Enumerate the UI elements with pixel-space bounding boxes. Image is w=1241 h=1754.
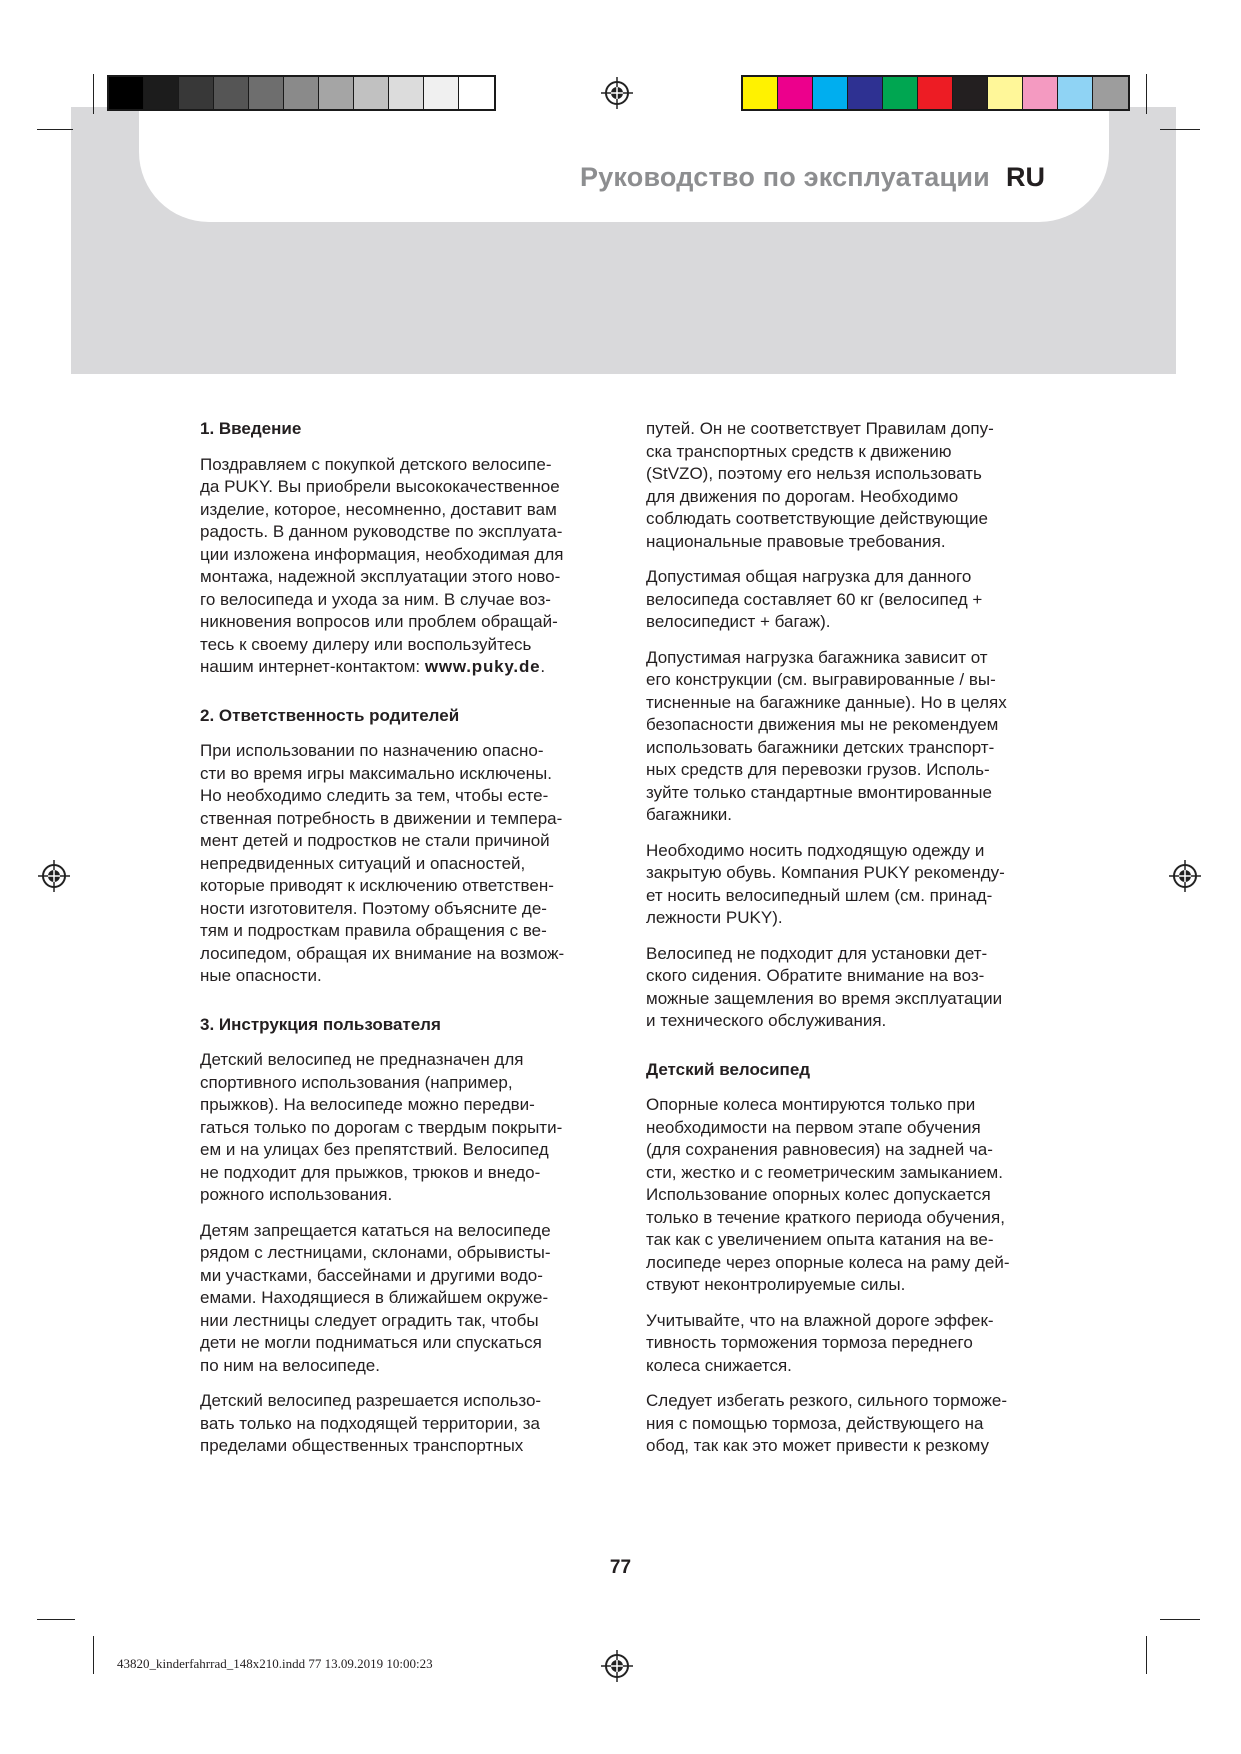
section-heading: Детский велосипед [646, 1059, 811, 1079]
color-swatch [249, 77, 284, 109]
color-swatch [284, 77, 319, 109]
paragraph-text: Поздравляем с покупкой детского велосипе- да PUKY. Вы приобрели высококачественное изделие, которое, несомненно, доставит вам радость. В данном руководстве по эксплуата- ции изложена информация, необходимая для монтажа, надежной эксплуатации этого ново- го велосипеда и ухода за ним. В случае воз- никновения вопросов или проблем обращай- тесь к своему дилеру или воспользуйтесь нашим интернет-контактом: [200, 454, 564, 676]
color-swatch [424, 77, 459, 109]
color-swatch [354, 77, 389, 109]
registration-mark-icon [1169, 860, 1201, 892]
paragraph: Необходимо носить подходящую одежду и закрытую обувь. Компания PUKY рекоменду- ет носить велосипедный шлем (см. принад- лежности PUKY). [646, 840, 1005, 927]
section-heading: 3. Инструкция пользователя [200, 1014, 441, 1034]
color-swatch [988, 77, 1023, 109]
print-slug: 43820_kinderfahrrad_148x210.indd 77 13.09.2019 10:00:23 [117, 1656, 433, 1671]
color-swatch [179, 77, 214, 109]
page-title: Руководство по эксплуатации [580, 162, 990, 192]
crop-mark [1146, 1636, 1147, 1674]
paragraph: Опорные колеса монтируются только при необходимости на первом этапе обучения (для сохранения равновесия) на задней ча- сти, жестко и с геометрическим замыканием. Использование опорных колес допускается только в течение краткого периода обучения, так как с увеличением опыта катания на ве- лосипеде через опорные колеса на раму дей- ствуют неконтролируемые силы. [646, 1095, 1010, 1294]
section-heading: 2. Ответственность родителей [200, 705, 460, 725]
paragraph: Велосипед не подходит для установки дет- ского сидения. Обратите внимание на воз- можные защемления во время эксплуатации и технического обслуживания. [646, 943, 1003, 1030]
color-swatch [389, 77, 424, 109]
color-swatch [144, 77, 179, 109]
color-swatch [918, 77, 953, 109]
paragraph: При использовании по назначению опасно- сти во время игры максимально исключены. Но необходимо следить за тем, чтобы есте- ственная потребность в движении и темпера- мент детей и подростков не стали причиной непредвиденных ситуаций и опасностей, которые приводят к исключению ответствен- ности изготовителя. Поэтому объясните де- тям и подросткам правила обращения с ве- лосипедом, обращая их внимание на возмож- ные опасности. [200, 741, 565, 985]
language-code: RU [1006, 162, 1045, 192]
website-link: www.puky.de [424, 657, 541, 676]
crop-mark [1160, 1619, 1200, 1620]
paragraph: Учитывайте, что на влажной дороге эффек- тивность торможения тормоза переднего колеса снижается. [646, 1310, 994, 1375]
left-column [200, 418, 620, 1471]
paragraph: Допустимая общая нагрузка для данного велосипеда составляет 60 кг (велосипед + велосипедист + багаж). [646, 567, 983, 631]
crop-mark [37, 129, 73, 130]
registration-mark-icon [601, 77, 633, 109]
color-swatch [848, 77, 883, 109]
color-swatch [953, 77, 988, 109]
crop-mark [1146, 74, 1147, 114]
color-swatch [214, 77, 249, 109]
process-color-bar [741, 75, 1130, 111]
grayscale-color-bar [107, 75, 496, 111]
color-swatch [109, 77, 144, 109]
paragraph-text: . [540, 657, 546, 676]
paragraph: Детям запрещается кататься на велосипеде рядом с лестницами, склонами, обрывисты- ми участками, бассейнами и другими водо- емами. Находящиеся в ближайшем окруже- нии лестницы следует оградить так, чтобы дети не могли подниматься или спускаться по ним на велосипеде. [200, 1220, 551, 1375]
header-tab [139, 100, 1109, 222]
crop-mark [93, 74, 94, 114]
paragraph: путей. Он не соответствует Правилам допу- ска транспортных средств к движению (StVZO), поэтому его нельзя использовать для движения по дорогам. Необходимо соблюдать соответствующие действующие национальные правовые требования. [646, 419, 994, 551]
page-number: 77 [609, 1557, 632, 1578]
color-swatch [778, 77, 813, 109]
color-swatch [1093, 77, 1128, 109]
crop-mark [1160, 129, 1200, 130]
registration-mark-icon [601, 1650, 633, 1682]
color-swatch [1023, 77, 1058, 109]
color-swatch [813, 77, 848, 109]
color-swatch [743, 77, 778, 109]
paragraph: Детский велосипед не предназначен для спортивного использования (например, прыжков). На велосипеде можно передви- гаться только по дорогам с твердым покрыти- ем и на улицах без препятствий. Велосипед не подходит для прыжков, трюков и внедо- рожного использования. [200, 1050, 563, 1204]
paragraph: Детский велосипед разрешается использо- вать только на подходящей территории, за пределами общественных транспортных [200, 1391, 542, 1455]
crop-mark [93, 1636, 94, 1674]
paragraph: Следует избегать резкого, сильного торможе- ния с помощью тормоза, действующего на обод, так как это может привести к резкому [646, 1391, 1007, 1455]
color-swatch [319, 77, 354, 109]
color-swatch [459, 77, 494, 109]
color-swatch [1058, 77, 1093, 109]
right-column [646, 418, 1076, 1471]
paragraph [200, 454, 620, 679]
paragraph: Допустимая нагрузка багажника зависит от его конструкции (см. выгравированные / вы- тисненные на багажнике данные). Но в целях безопасности движения мы не рекомендуем использовать багажники детских транспорт- ных средств для перевозки грузов. Исполь- зуйте только стандартные вмонтированные багажники. [646, 647, 1007, 824]
registration-mark-icon [38, 860, 70, 892]
color-swatch [883, 77, 918, 109]
section-heading: 1. Введение [200, 419, 302, 438]
crop-mark [37, 1619, 75, 1620]
